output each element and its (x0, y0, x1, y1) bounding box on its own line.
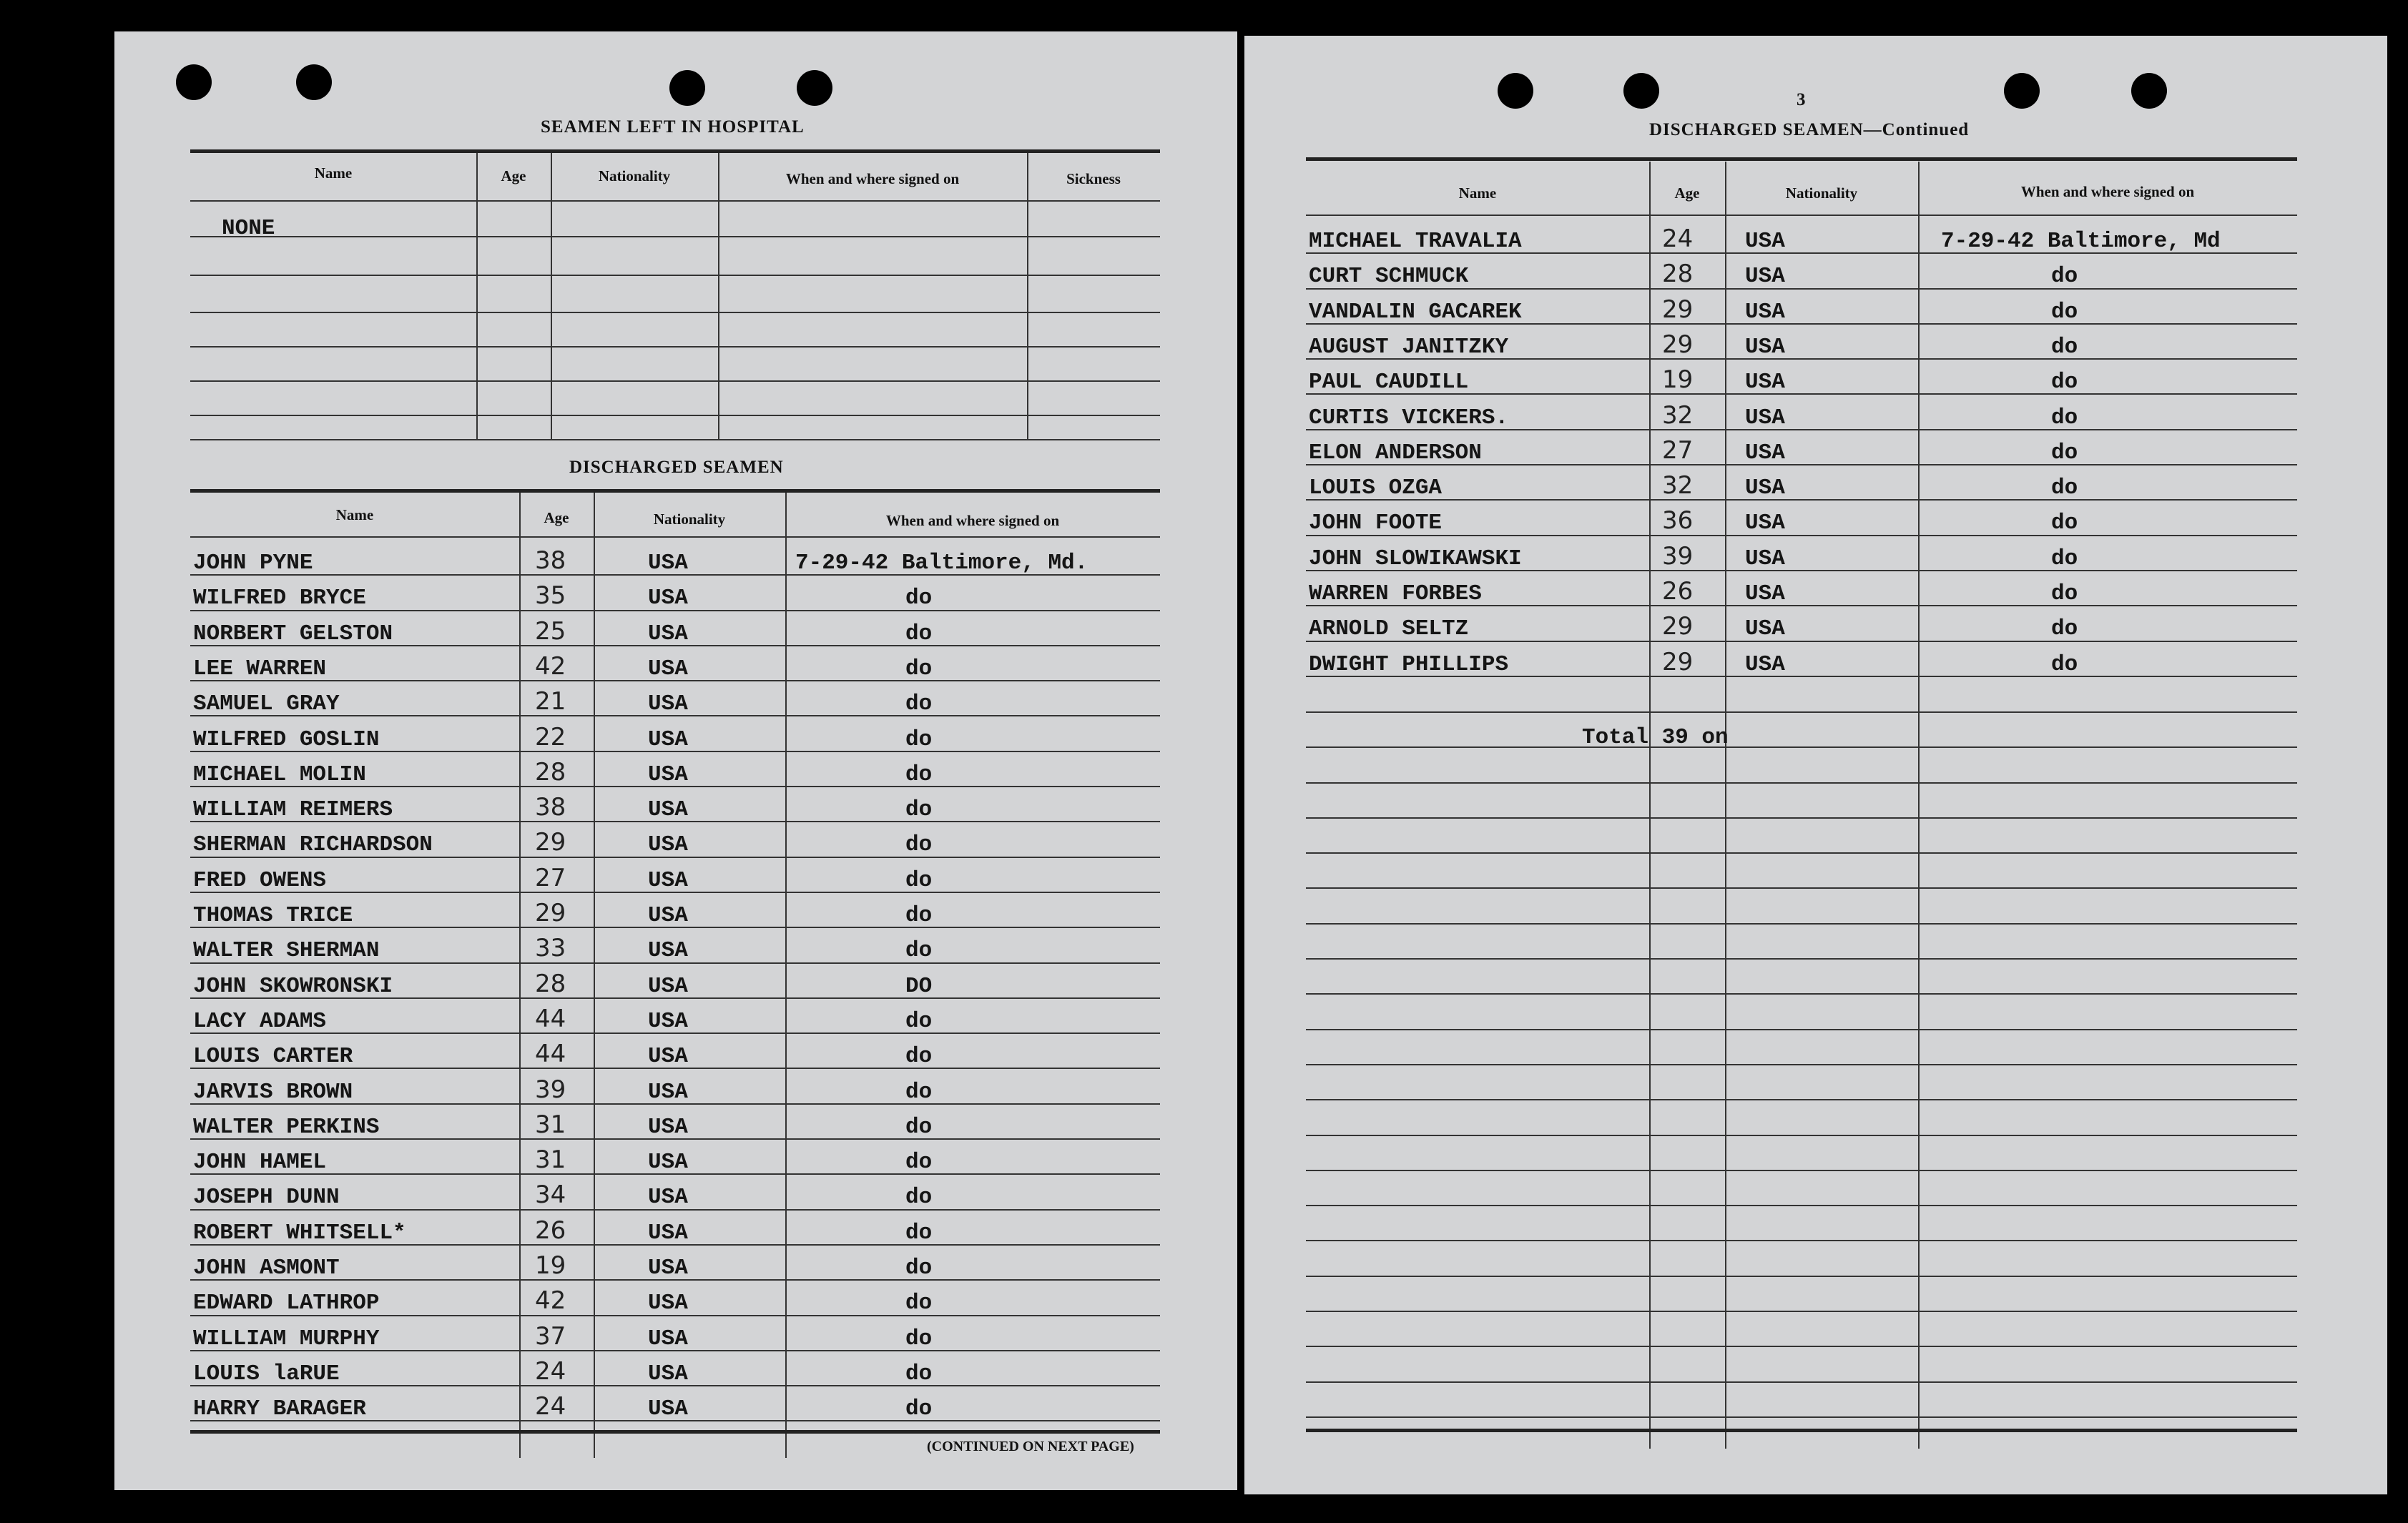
cell-signed-on: do (2051, 334, 2078, 360)
blank-rule (1306, 1170, 2297, 1171)
table-row (190, 1105, 1160, 1139)
cell-name: JOHN HAMEL (193, 1150, 327, 1175)
table-row (1306, 465, 2297, 500)
cell-signed-on: do (905, 691, 933, 717)
cell-signed-on: do (2051, 511, 2078, 536)
cell-signed-on: do (2051, 546, 2078, 571)
rule (190, 346, 1160, 348)
cell-age: 31 (535, 1145, 566, 1175)
discharged-header-nationality: Nationality (653, 511, 726, 528)
cell-age: 34 (535, 1181, 566, 1210)
cell-name: WILLIAM MURPHY (193, 1326, 380, 1351)
cell-age: 26 (1662, 577, 1694, 606)
page-number: 3 (1797, 90, 1807, 109)
discharged-header-name: Name (335, 506, 374, 523)
cell-age: 44 (535, 1040, 566, 1069)
cell-nationality: USA (648, 1008, 688, 1034)
cell-nationality: USA (648, 762, 688, 787)
blank-rule (1306, 923, 2297, 925)
cell-nationality: USA (1745, 475, 1785, 501)
cell-name: LOUIS OZGA (1309, 475, 1443, 501)
cell-signed-on: do (2051, 405, 2078, 430)
cell-age: 42 (535, 1286, 566, 1316)
cell-signed-on: do (905, 1291, 933, 1316)
table-row (190, 752, 1160, 787)
punch-hole (2004, 73, 2040, 109)
cell-nationality: USA (648, 1256, 688, 1281)
cell-signed-on: do (905, 1150, 933, 1175)
blank-rule (1306, 746, 2297, 748)
rule (718, 153, 719, 439)
table-row (190, 681, 1160, 716)
cell-age: 29 (1662, 612, 1694, 641)
blank-rule (1306, 711, 2297, 713)
cell-signed-on: do (905, 586, 933, 611)
cell-age: 39 (1662, 541, 1694, 571)
right-header-age: Age (1674, 184, 1700, 202)
cell-signed-on: do (905, 1079, 933, 1105)
hospital-header-when: When and where signed on (785, 170, 960, 187)
cell-age: 29 (535, 828, 566, 857)
blank-rule (1306, 817, 2297, 819)
rule (190, 380, 1160, 382)
cell-nationality: USA (1745, 229, 1785, 254)
cell-age: 44 (535, 1004, 566, 1033)
cell-name: JOHN SKOWRONSKI (193, 973, 393, 999)
discharged-header-when: When and where signed on (885, 512, 1060, 529)
cell-signed-on: do (905, 1396, 933, 1422)
cell-nationality: USA (648, 797, 688, 823)
blank-rule (1306, 782, 2297, 784)
cell-age: 25 (535, 616, 566, 646)
cell-nationality: USA (1745, 440, 1785, 465)
cell-nationality: USA (648, 867, 688, 893)
cell-signed-on: do (905, 1220, 933, 1246)
rule (190, 536, 1160, 538)
cell-age: 24 (535, 1356, 566, 1386)
cell-name: LOUIS CARTER (193, 1044, 353, 1070)
rule (190, 1430, 1160, 1434)
cell-signed-on: do (905, 1326, 933, 1351)
cell-nationality: USA (648, 1079, 688, 1105)
cell-name: FRED OWENS (193, 867, 327, 893)
table-row (190, 999, 1160, 1033)
table-row (1306, 606, 2297, 641)
cell-signed-on: do (905, 1361, 933, 1386)
cell-name: JOHN PYNE (193, 551, 313, 576)
table-row (1306, 325, 2297, 359)
cell-signed-on: do (905, 1008, 933, 1034)
cell-nationality: USA (648, 1396, 688, 1422)
cell-nationality: USA (648, 1044, 688, 1070)
cell-nationality: USA (648, 832, 688, 858)
cell-signed-on: do (905, 832, 933, 858)
blank-rule (1306, 993, 2297, 995)
rule (1306, 157, 2297, 161)
cell-age: 33 (535, 934, 566, 963)
table-row (1306, 430, 2297, 465)
cell-nationality: USA (648, 691, 688, 717)
cell-nationality: USA (648, 551, 688, 576)
total-count: Total 39 on (1582, 725, 1729, 750)
cell-age: 31 (535, 1110, 566, 1139)
table-row (1306, 642, 2297, 676)
table-row (190, 787, 1160, 822)
blank-rule (1306, 1029, 2297, 1030)
table-row (190, 1175, 1160, 1209)
cell-name: ROBERT WHITSELL* (193, 1220, 406, 1246)
table-row (190, 1386, 1160, 1421)
blank-rule (1306, 1205, 2297, 1206)
hospital-header-sickness: Sickness (1066, 170, 1121, 187)
cell-signed-on: do (905, 1114, 933, 1140)
cell-name: SHERMAN RICHARDSON (193, 832, 433, 858)
table-row (190, 1316, 1160, 1351)
cell-age: 22 (535, 722, 566, 751)
cell-age: 21 (535, 687, 566, 716)
rule (190, 439, 1160, 440)
cell-nationality: USA (648, 586, 688, 611)
cell-signed-on: do (905, 867, 933, 893)
blank-rule (1306, 1064, 2297, 1065)
cell-name: HARRY BARAGER (193, 1396, 366, 1422)
table-row (190, 1070, 1160, 1104)
cell-age: 38 (535, 793, 566, 822)
right-header-nationality: Nationality (1785, 184, 1858, 202)
blank-rule (1306, 852, 2297, 854)
cell-signed-on: do (2051, 370, 2078, 395)
cell-nationality: USA (1745, 616, 1785, 642)
cell-name: LEE WARREN (193, 656, 327, 681)
cell-age: 42 (535, 651, 566, 681)
cell-signed-on: do (905, 621, 933, 646)
hospital-header-nationality: Nationality (598, 167, 671, 184)
cell-nationality: USA (1745, 651, 1785, 677)
cell-age: 24 (1662, 225, 1694, 253)
cell-signed-on: do (2051, 475, 2078, 501)
cell-age: 24 (535, 1392, 566, 1421)
table-row (190, 611, 1160, 646)
cell-name: AUGUST JANITZKY (1309, 334, 1509, 360)
table-row (190, 541, 1160, 575)
cell-name: JARVIS BROWN (193, 1079, 353, 1105)
table-row (190, 717, 1160, 751)
cell-nationality: USA (1745, 405, 1785, 430)
cell-name: WILFRED GOSLIN (193, 726, 380, 752)
rule (190, 236, 1160, 237)
cell-name: PAUL CAUDILL (1309, 370, 1469, 395)
cell-name: ARNOLD SELTZ (1309, 616, 1469, 642)
cell-signed-on: do (905, 1185, 933, 1211)
cell-age: 29 (1662, 330, 1694, 359)
cell-name: THOMAS TRICE (193, 903, 353, 928)
rule (1027, 153, 1028, 439)
cell-nationality: USA (648, 621, 688, 646)
cell-nationality: USA (1745, 370, 1785, 395)
cell-age: 26 (535, 1216, 566, 1245)
cell-name: JOHN ASMONT (193, 1256, 340, 1281)
punch-hole (797, 70, 832, 106)
cell-signed-on: do (905, 726, 933, 752)
cell-name: EDWARD LATHROP (193, 1291, 380, 1316)
blank-rule (1306, 1416, 2297, 1418)
left-page (114, 31, 1237, 1490)
cell-age: 19 (1662, 365, 1694, 395)
table-row (190, 928, 1160, 962)
continued-note: (CONTINUED ON NEXT PAGE) (927, 1439, 1134, 1454)
cell-nationality: USA (648, 973, 688, 999)
rule (190, 149, 1160, 153)
cell-age: 19 (535, 1251, 566, 1280)
cell-signed-on: do (905, 762, 933, 787)
table-row (190, 1281, 1160, 1315)
cell-signed-on: do (2051, 264, 2078, 290)
cell-name: JOHN FOOTE (1309, 511, 1443, 536)
cell-age: 32 (1662, 471, 1694, 501)
blank-rule (1306, 1135, 2297, 1136)
rule (476, 153, 478, 439)
cell-nationality: USA (648, 1326, 688, 1351)
cell-name: WILLIAM REIMERS (193, 797, 393, 823)
cell-name: SAMUEL GRAY (193, 691, 340, 717)
cell-nationality: USA (1745, 546, 1785, 571)
table-row (1306, 571, 2297, 606)
hospital-header-name: Name (314, 164, 353, 182)
punch-hole (669, 70, 705, 106)
cell-signed-on: do (905, 1256, 933, 1281)
rule (190, 275, 1160, 276)
table-row (190, 576, 1160, 610)
cell-signed-on: 7-29-42 Baltimore, Md (1941, 229, 2221, 254)
table-row (190, 822, 1160, 857)
cell-age: 28 (535, 969, 566, 998)
cell-signed-on: do (905, 797, 933, 823)
cell-age: 27 (1662, 435, 1694, 465)
cell-signed-on: 7-29-42 Baltimore, Md. (795, 551, 1088, 576)
continued-title: DISCHARGED SEAMEN—Continued (1649, 120, 1970, 139)
cell-nationality: USA (648, 656, 688, 681)
cell-nationality: USA (648, 938, 688, 964)
table-row (1306, 360, 2297, 394)
cell-nationality: USA (1745, 581, 1785, 606)
blank-rule (1306, 958, 2297, 960)
cell-name: DWIGHT PHILLIPS (1309, 651, 1509, 677)
cell-age: 29 (1662, 647, 1694, 676)
blank-rule (1306, 1311, 2297, 1312)
discharged-title: DISCHARGED SEAMEN (569, 458, 784, 477)
blank-rule (1306, 1240, 2297, 1241)
rule (190, 489, 1160, 493)
cell-name: ELON ANDERSON (1309, 440, 1482, 465)
cell-nationality: USA (648, 1185, 688, 1211)
cell-nationality: USA (648, 1114, 688, 1140)
table-row (190, 858, 1160, 892)
cell-signed-on: DO (905, 973, 933, 999)
punch-hole (296, 64, 332, 100)
rule (190, 312, 1160, 313)
cell-age: 28 (1662, 260, 1694, 289)
cell-age: 32 (1662, 400, 1694, 430)
cell-signed-on: do (2051, 440, 2078, 465)
blank-rule (1306, 1276, 2297, 1277)
right-header-when: When and where signed on (2020, 183, 2195, 200)
cell-age: 38 (535, 546, 566, 575)
table-row (190, 1034, 1160, 1068)
cell-signed-on: do (905, 938, 933, 964)
cell-name: NORBERT GELSTON (193, 621, 393, 646)
right-page (1244, 36, 2387, 1494)
cell-age: 39 (535, 1075, 566, 1104)
cell-signed-on: do (2051, 616, 2078, 642)
table-row (190, 893, 1160, 927)
cell-name: JOHN SLOWIKAWSKI (1309, 546, 1522, 571)
cell-signed-on: do (2051, 299, 2078, 325)
rule (1306, 215, 2297, 216)
cell-name: WILFRED BRYCE (193, 586, 366, 611)
table-row (1306, 395, 2297, 430)
cell-nationality: USA (1745, 511, 1785, 536)
cell-nationality: USA (648, 903, 688, 928)
cell-age: 29 (1662, 295, 1694, 324)
cell-name: VANDALIN GACAREK (1309, 299, 1522, 325)
cell-age: 28 (535, 757, 566, 787)
table-row (1306, 290, 2297, 324)
hospital-title: SEAMEN LEFT IN HOSPITAL (541, 117, 805, 137)
cell-signed-on: do (2051, 581, 2078, 606)
cell-name: JOSEPH DUNN (193, 1185, 340, 1211)
punch-hole (176, 64, 212, 100)
blank-rule (1306, 1346, 2297, 1347)
cell-nationality: USA (1745, 264, 1785, 290)
table-row (1306, 219, 2297, 253)
cell-age: 27 (535, 863, 566, 892)
punch-hole (1623, 73, 1659, 109)
hospital-header-age: Age (501, 167, 526, 184)
rule (1306, 1429, 2297, 1432)
table-row (190, 1211, 1160, 1245)
cell-name: WALTER PERKINS (193, 1114, 380, 1140)
blank-rule (1306, 1381, 2297, 1383)
cell-name: WALTER SHERMAN (193, 938, 380, 964)
cell-nationality: USA (1745, 334, 1785, 360)
cell-name: MICHAEL MOLIN (193, 762, 366, 787)
rule (551, 153, 552, 439)
table-row (190, 1246, 1160, 1280)
cell-nationality: USA (648, 726, 688, 752)
cell-nationality: USA (648, 1150, 688, 1175)
cell-nationality: USA (648, 1361, 688, 1386)
punch-hole (2131, 73, 2167, 109)
table-row (190, 1140, 1160, 1174)
cell-name: MICHAEL TRAVALIA (1309, 229, 1522, 254)
discharged-header-age: Age (544, 509, 569, 526)
cell-signed-on: do (905, 656, 933, 681)
table-row (1306, 536, 2297, 571)
table-row (190, 964, 1160, 998)
cell-nationality: USA (648, 1220, 688, 1246)
rule (190, 415, 1160, 416)
rule (190, 200, 1160, 202)
cell-name: LACY ADAMS (193, 1008, 327, 1034)
right-header-name: Name (1458, 184, 1497, 202)
cell-signed-on: do (905, 903, 933, 928)
cell-age: 37 (535, 1321, 566, 1351)
cell-age: 35 (535, 581, 566, 611)
table-row (1306, 254, 2297, 288)
cell-name: WARREN FORBES (1309, 581, 1482, 606)
punch-hole (1498, 73, 1533, 109)
hospital-entry: NONE (222, 216, 275, 241)
table-row (1306, 501, 2297, 535)
table-row (190, 646, 1160, 681)
cell-nationality: USA (648, 1291, 688, 1316)
cell-signed-on: do (2051, 651, 2078, 677)
cell-name: CURTIS VICKERS. (1309, 405, 1509, 430)
cell-name: LOUIS laRUE (193, 1361, 340, 1386)
cell-name: CURT SCHMUCK (1309, 264, 1469, 290)
cell-nationality: USA (1745, 299, 1785, 325)
blank-rule (1306, 1099, 2297, 1100)
cell-signed-on: do (905, 1044, 933, 1070)
cell-age: 29 (535, 899, 566, 927)
cell-age: 36 (1662, 506, 1694, 536)
blank-rule (1306, 887, 2297, 889)
table-row (190, 1351, 1160, 1386)
